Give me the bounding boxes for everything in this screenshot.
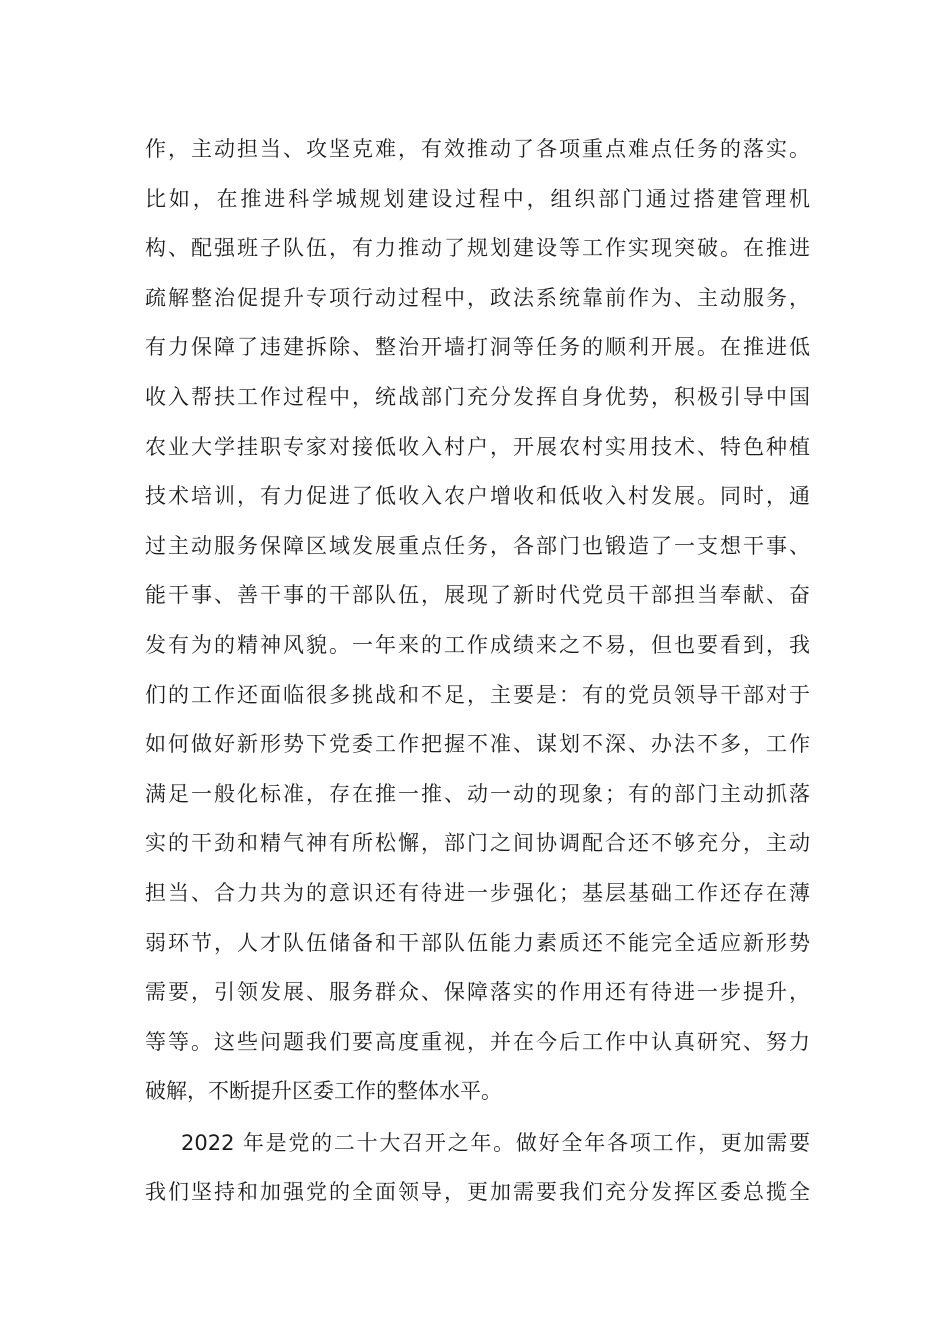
text-line: 收入帮扶工作过程中，统战部门充分发挥自身优势，积极引导中国 [145,384,810,409]
text-line: 疏解整治促提升专项行动过程中，政法系统靠前作为、主动服务， [145,285,810,310]
text-line: 需要，引领发展、服务群众、保障落实的作用还有待进一步提升， [145,980,810,1005]
text-line: 构、配强班子队伍，有力推动了规划建设等工作实现突破。在推进 [145,236,810,261]
text-line: 们的工作还面临很多挑战和不足，主要是：有的党员领导干部对于 [145,682,810,707]
paragraph-1 [145,125,810,1117]
text-line: 有力保障了违建拆除、整治开墙打洞等任务的顺利开展。在推进低 [145,335,810,360]
text-line: 技术培训，有力促进了低收入农户增收和低收入村发展。同时，通 [145,484,810,509]
text-line: 满足一般化标准，存在推一推、动一动的现象；有的部门主动抓落 [145,781,810,806]
text-line: 过主动服务保障区域发展重点任务，各部门也锻造了一支想干事、 [145,533,810,558]
text-line: 担当、合力共为的意识还有待进一步强化；基层基础工作还存在薄 [145,880,810,905]
document-body [145,125,810,1218]
text-line: 发有为的精神风貌。一年来的工作成绩来之不易，但也要看到，我 [145,632,810,657]
text-line: 破解，不断提升区委工作的整体水平。 [145,1079,502,1104]
text-line: 我们坚持和加强党的全面领导，更加需要我们充分发挥区委总揽全 [145,1180,810,1205]
text-line-indented: 2022 年是党的二十大召开之年。做好全年各项工作，更加需要 [181,1130,810,1155]
paragraph-2 [145,1119,810,1218]
text-line: 比如，在推进科学城规划建设过程中，组织部门通过搭建管理机 [145,186,810,211]
text-line: 农业大学挂职专家对接低收入村户，开展农村实用技术、特色种植 [145,434,810,459]
text-line: 实的干劲和精气神有所松懈，部门之间协调配合还不够充分，主动 [145,831,810,856]
text-line: 弱环节，人才队伍储备和干部队伍能力素质还不能完全适应新形势 [145,930,810,955]
text-line: 作，主动担当、攻坚克难，有效推动了各项重点难点任务的落实。 [145,137,810,161]
text-line: 如何做好新形势下党委工作把握不准、谋划不深、办法不多，工作 [145,732,810,757]
text-line: 等等。这些问题我们要高度重视，并在今后工作中认真研究、努力 [145,1029,810,1054]
text-line: 能干事、善干事的干部队伍，展现了新时代党员干部担当奉献、奋 [145,583,810,608]
